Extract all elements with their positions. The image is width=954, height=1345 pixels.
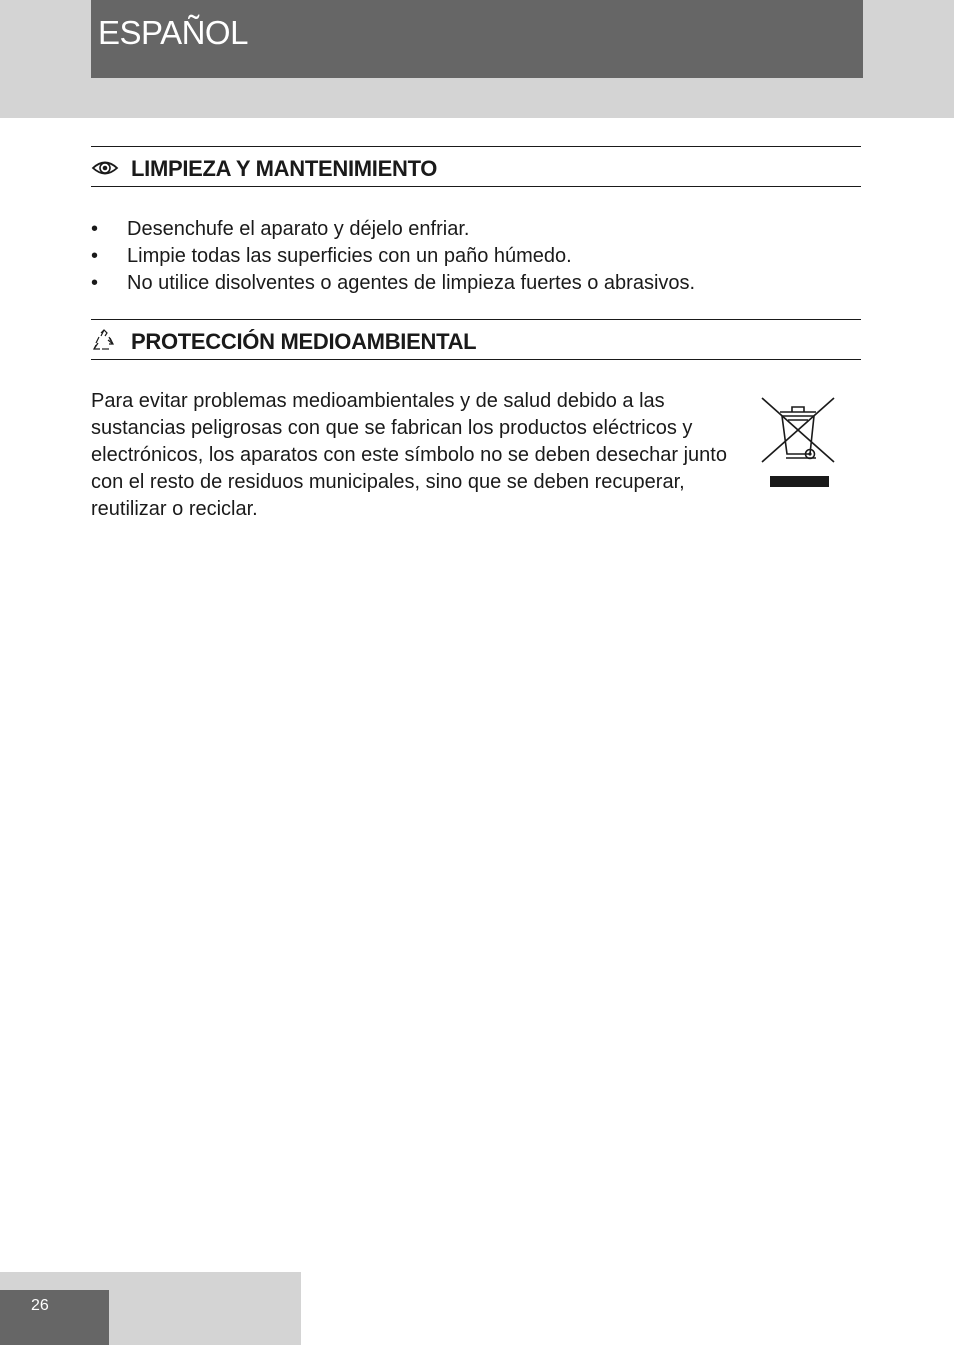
environment-paragraph: Para evitar problemas medioambientales y de salud debido a las sustancias peligrosas con que se fabrican los productos eléctricos y electrónicos, los aparatos con este símbolo no se deben desechar junto con el resto de residuos municipales, sino que se deben recuperar, reutilizar o reciclar. (91, 390, 727, 520)
list-item: • Desenchufe el aparato y déjelo enfriar. (91, 218, 470, 240)
language-title: ESPAÑOL (98, 14, 248, 51)
list-item: • No utilice disolventes o agentes de limpieza fuertes o abrasivos. (91, 272, 696, 294)
section-title: LIMPIEZA Y MANTENIMIENTO (131, 156, 438, 181)
language-header-bar (91, 0, 863, 78)
list-item: • Limpie todas las superficies con un paño húmedo. (91, 245, 572, 267)
section-title: PROTECCIÓN MEDIOAMBIENTAL (131, 329, 477, 354)
crossed-bin-weee-icon (758, 394, 838, 490)
page-number: 26 (31, 1297, 49, 1314)
page-number-box (0, 1290, 109, 1345)
cleaning-list (91, 216, 695, 297)
recycle-icon (91, 331, 119, 351)
section-header-environment (91, 319, 861, 360)
eye-icon (91, 158, 119, 178)
section-header-cleaning (91, 146, 861, 187)
